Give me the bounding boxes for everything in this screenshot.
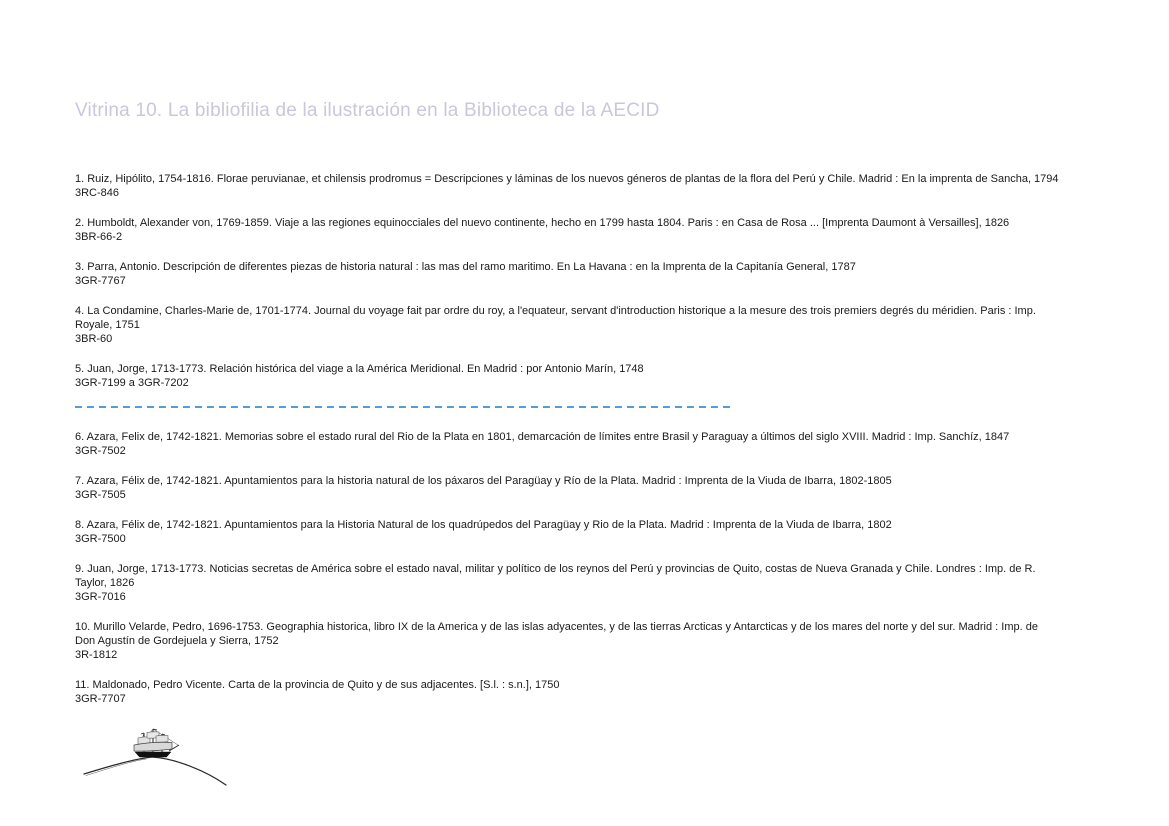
call-number: 3BR-66-2 xyxy=(75,231,123,243)
citation-text: 5. Juan, Jorge, 1713-1773. Relación histórica del viage a la América Meridional. En Madrid : por Antonio Marín, 1748 xyxy=(75,363,644,375)
call-number: 3RC-846 xyxy=(75,187,120,199)
list-item xyxy=(75,216,1115,244)
call-number: 3GR-7505 xyxy=(75,489,126,501)
list-item xyxy=(75,620,1115,662)
call-number: 3GR-7199 a 3GR-7202 xyxy=(75,377,189,389)
call-number: 3R-1812 xyxy=(75,649,118,661)
page-title: Vitrina 10. La bibliofilia de la ilustración en la Biblioteca de la AECID xyxy=(75,100,660,121)
list-item xyxy=(75,518,1115,546)
call-number: 3BR-60 xyxy=(75,333,113,345)
citation-text: 8. Azara, Félix de, 1742-1821. Apuntamientos para la Historia Natural de los quadrúpedos del Paragüay y Rio de la Plata. Madrid : Imprenta de la Viuda de Ibarra, 1802 xyxy=(75,519,892,531)
citation-text: 2. Humboldt, Alexander von, 1769-1859. Viaje a las regiones equinocciales del nuevo continente, hecho en 1799 hasta 1804. Paris : en Casa de Rosa ... [Imprenta Daumont à Versailles], 1826 xyxy=(75,217,1010,229)
citation-text: Royale, 1751 xyxy=(75,319,140,331)
citation-text: 7. Azara, Félix de, 1742-1821. Apuntamientos para la historia natural de los páxaros del Paragüay y Río de la Plata. Madrid : Imprenta de la Viuda de Ibarra, 1802-1805 xyxy=(75,475,892,487)
call-number: 3GR-7016 xyxy=(75,591,126,603)
list-item xyxy=(75,362,1115,390)
citation-text: 1. Ruiz, Hipólito, 1754-1816. Florae peruvianae, et chilensis prodromus = Descripciones y láminas de los nuevos géneros de plantas de la flora del Perú y Chile. Madrid : En la imprenta de Sancha, 1794 xyxy=(75,173,1059,185)
list-item xyxy=(75,430,1115,458)
citation-text: 4. La Condamine, Charles-Marie de, 1701-1774. Journal du voyage fait par ordre du roy, a l'equateur, servant d'introduction historique a la mesure des trois premiers degrés du méridien. Paris : Imp. xyxy=(75,305,1036,317)
call-number: 3GR-7767 xyxy=(75,275,126,287)
list-item xyxy=(75,678,1115,706)
list-item xyxy=(75,260,1115,288)
citation-text: 3. Parra, Antonio. Descripción de diferentes piezas de historia natural : las mas del ramo maritimo. En La Havana : en la Imprenta de la Capitanía General, 1787 xyxy=(75,261,856,273)
list-item xyxy=(75,562,1115,604)
citation-text: Taylor, 1826 xyxy=(75,577,135,589)
dashed-divider xyxy=(75,406,730,408)
list-item xyxy=(75,304,1115,346)
bibliography-list xyxy=(75,172,1115,722)
call-number: 3GR-7502 xyxy=(75,445,126,457)
call-number: 3GR-7707 xyxy=(75,693,126,705)
list-item xyxy=(75,474,1115,502)
citation-text: 11. Maldonado, Pedro Vicente. Carta de la provincia de Quito y de sus adjacentes. [S.l. : s.n.], 1750 xyxy=(75,679,560,691)
citation-text: 9. Juan, Jorge, 1713-1773. Noticias secretas de América sobre el estado naval, militar y político de los reynos del Perú y provincias de Quito, costas de Nueva Granada y Chile. Londres : Imp. de R. xyxy=(75,563,1036,575)
sailing-ship-icon xyxy=(80,727,230,793)
list-item xyxy=(75,172,1115,200)
call-number: 3GR-7500 xyxy=(75,533,126,545)
citation-text: 10. Murillo Velarde, Pedro, 1696-1753. Geographia historica, libro IX de la America y de las islas adyacentes, y de las tierras Arcticas y Antarcticas y de los mares del norte y del sur. Madrid : Imp. de xyxy=(75,621,1038,633)
citation-text: 6. Azara, Felix de, 1742-1821. Memorias sobre el estado rural del Rio de la Plata en 1801, demarcación de límites entre Brasil y Paraguay a últimos del siglo XVIII. Madrid : Imp. Sanchíz, 1847 xyxy=(75,431,1010,443)
citation-text: Don Agustín de Gordejuela y Sierra, 1752 xyxy=(75,635,279,647)
